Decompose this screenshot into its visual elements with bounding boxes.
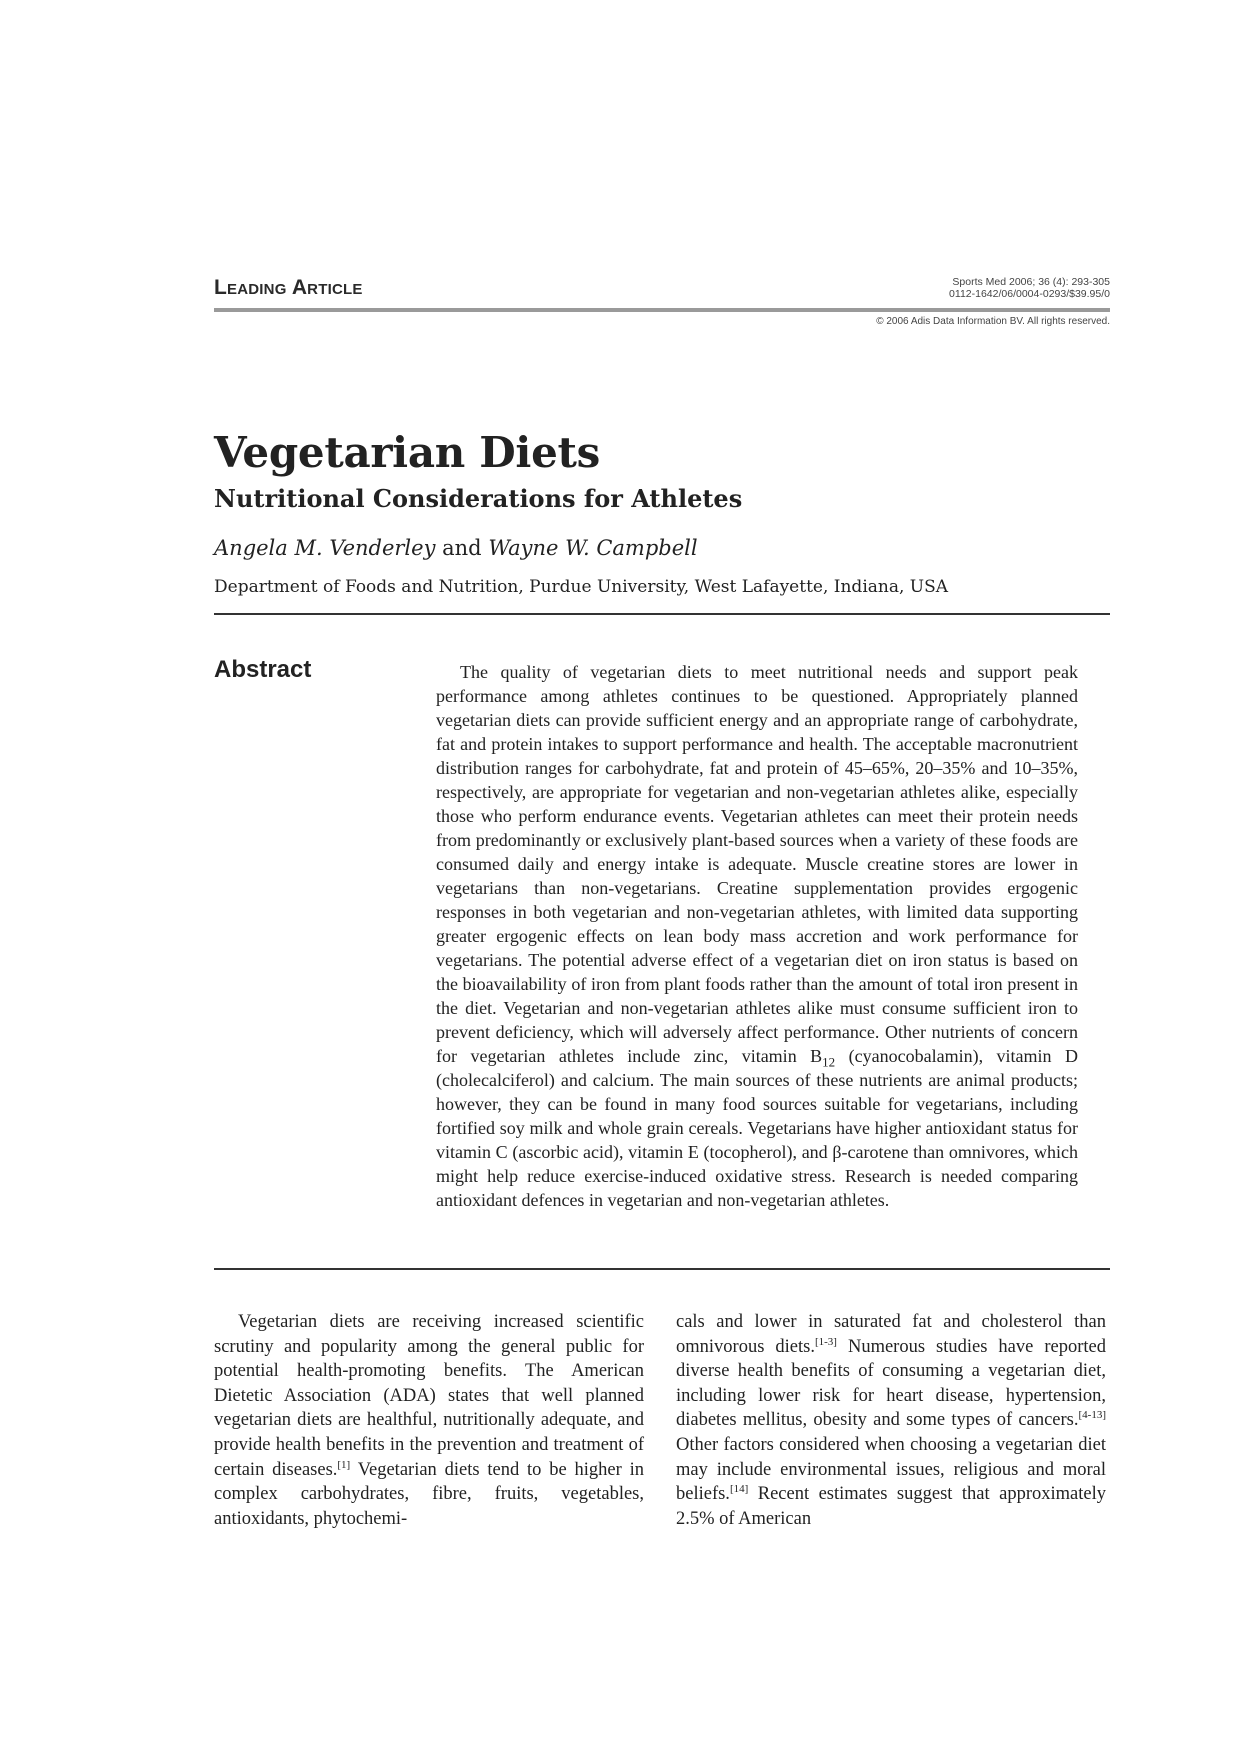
abstract-text [436,660,1078,1212]
divider-rule [214,613,1110,615]
abstract-text-part: The quality of vegetarian diets to meet nutritional needs and support peak performance among athletes continues to be questioned. Appropriately planned vegetarian diets can provide sufficient energy and an appropriate range of carbohydrate, fat and protein intakes to support performance and health. The acceptable macronutrient distribution ranges for carbohydrate, fat and protein of 45–65%, 20–35% and 10–35%, respectively, are appropriate for vegetarian and non-vegetarian athletes alike, especially those who perform endurance events. Vegetarian athletes can meet their protein needs from predominantly or exclusively plant-based sources when a variety of these foods are consumed daily and energy intake is adequate. Muscle creatine stores are lower in vegetarians than non-vegetarians. Creatine supplementation provides ergogenic responses in both vegetarian and non-vegetarian athletes, with limited data supporting greater ergogenic effects on lean body mass accretion and work performance for vegetarians. The potential adverse effect of a vegetarian diet on iron status is based on the bioavailability of iron from plant foods rather than the amount of total iron present in the diet. Vegetarian and non-vegetarian athletes alike must consume sufficient iron to prevent deficiency, which will adversely affect performance. Other nutrients of concern for vegetarian athletes include zinc, vitamin B [436,662,1078,1066]
reference-marker: [14] [729,1483,749,1495]
reference-marker: [4-13] [1078,1409,1106,1422]
body-text: Vegetarian diets are receiving increased scientific scrutiny and popularity among the general public for potential health-promoting benefits. The American Dietetic Association (ADA) states that well planned vegetarian diets are healthful, nutritionally adequate, and provide health benefits in the prevention and treatment of certain diseases. [214,1312,644,1480]
author-line [214,536,698,560]
body-column-right [676,1310,1106,1531]
subscript: 12 [822,1054,836,1070]
header-rule [214,308,1110,312]
copyright-notice: © 2006 Adis Data Information BV. All rights reserved. [876,316,1110,327]
body-text: cals and lower in saturated fat and cholesterol than omnivorous diets. [676,1312,1106,1357]
article-title: Vegetarian Diets [214,428,600,477]
citation-line-2: 0112-1642/06/0004-0293/$39.95/0 [949,288,1110,300]
divider-rule [214,1268,1110,1270]
citation-block [949,276,1110,300]
body-text: Vegetarian diets tend to be higher in complex carbohydrates, fibre, fruits, vegetables, antioxidants, phytochemi- [214,1459,644,1529]
section-tag: Leading Article [214,276,363,299]
reference-marker: [1] [337,1458,351,1471]
body-text: Recent estimates suggest that approximately 2.5% of American [676,1484,1106,1529]
affiliation: Department of Foods and Nutrition, Purdue University, West Lafayette, Indiana, USA [214,577,949,597]
author-name: Wayne W. Campbell [488,536,698,560]
article-subtitle: Nutritional Considerations for Athletes [214,484,743,513]
reference-marker: [1-3] [814,1335,837,1348]
citation-line-1: Sports Med 2006; 36 (4): 293-305 [952,276,1110,288]
body-column-left [214,1310,644,1531]
body-text: Numerous studies have reported diverse health benefits of consuming a vegetarian diet, including lower risk for heart disease, hypertension, diabetes mellitus, obesity and some types of cancers. [676,1336,1106,1431]
author-name: Angela M. Venderley [214,536,436,560]
abstract-heading: Abstract [214,656,312,683]
author-joiner: and [442,536,482,560]
body-text: Other factors considered when choosing a vegetarian diet may include environmental issues, religious and moral beliefs. [676,1434,1106,1505]
abstract-text-part: (cyanocobalamin), vitamin D (cholecalciferol) and calcium. The main sources of these nutrients are animal products; however, they can be found in many food sources suitable for vegetarians, including fortified soy milk and whole grain cereals. Vegetarians have higher antioxidant status for vitamin C (ascorbic acid), vitamin E (tocopherol), and β-carotene than omnivores, which might help reduce exercise-induced oxidative stress. Research is needed comparing antioxidant defences in vegetarian and non-vegetarian athletes. [436,1046,1078,1210]
